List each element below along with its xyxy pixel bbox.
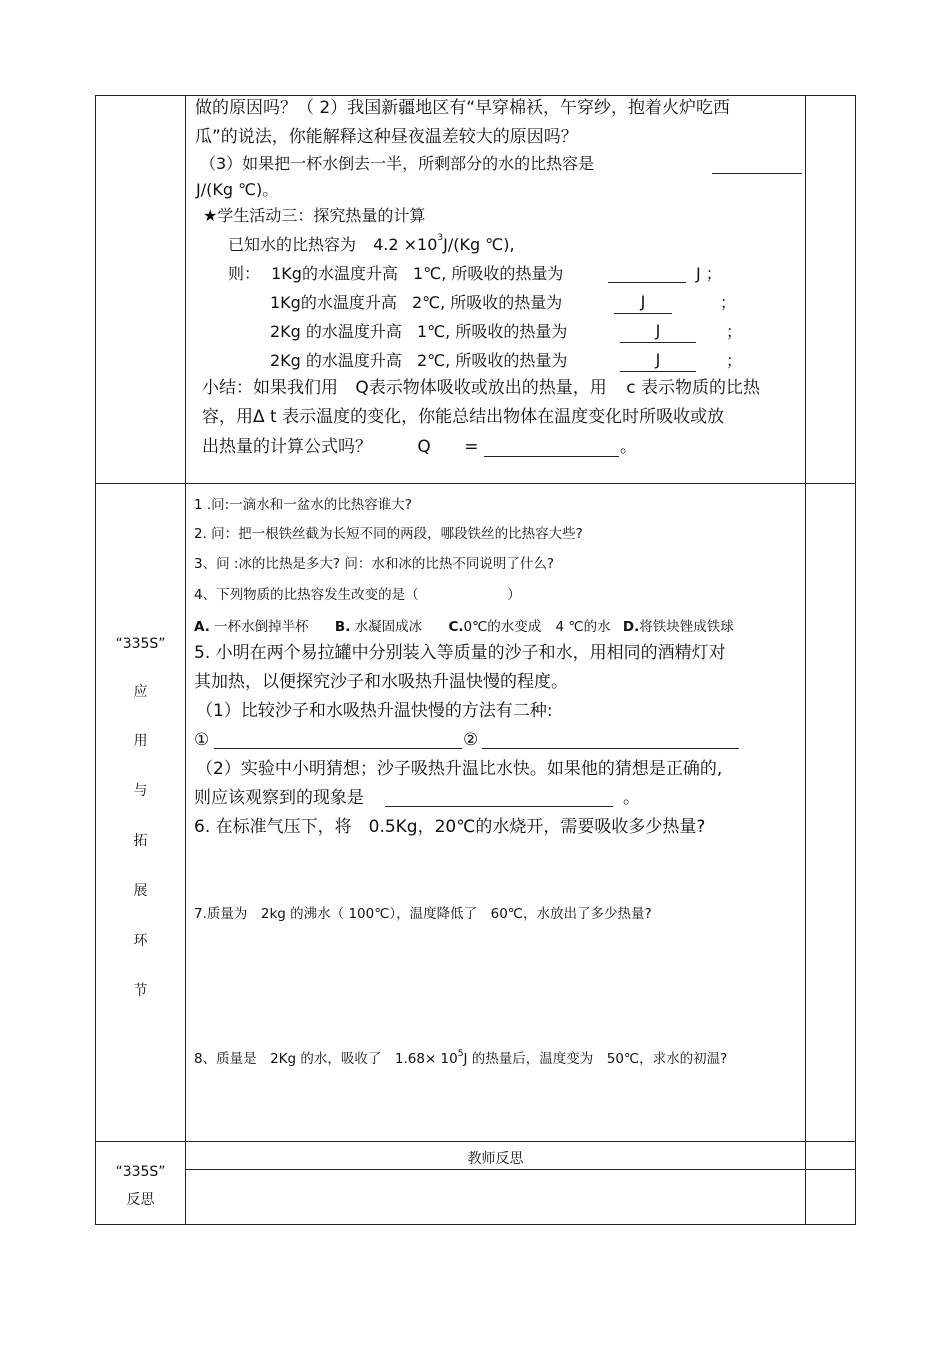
calc3-end: ；	[726, 322, 743, 341]
content-column-divider	[805, 95, 806, 1225]
calc1-text: 1Kg的水温度升高	[271, 264, 398, 283]
given-value: 4.2 ×10	[373, 235, 438, 254]
table-right-border	[855, 95, 856, 1225]
teacher-reflection-header: 教师反思	[467, 1151, 524, 1167]
formula-blank[interactable]	[484, 441, 619, 457]
calc3-unit: J	[655, 321, 661, 340]
q4-optC2: 4 ℃的水	[555, 619, 611, 635]
section2-label-char-5: 展	[133, 883, 148, 899]
table-bottom-border	[95, 1224, 856, 1225]
calc2-temp: 2℃, 所吸收的热量为	[411, 293, 563, 312]
s1-line4: J/(Kg ℃)。	[196, 180, 279, 199]
q4-optD: 将铁块锉成铁球	[639, 619, 734, 635]
summary-line3	[202, 439, 478, 456]
section2-label-top: “335S”	[115, 636, 166, 652]
section3-label-top: “335S”	[115, 1164, 166, 1180]
calc2-blank[interactable]	[614, 294, 672, 314]
q8-exp: 5	[457, 1049, 464, 1059]
calc2-end: ；	[720, 293, 737, 312]
section2-label-char-6: 环	[133, 933, 148, 949]
given-exp: 3	[437, 233, 444, 243]
given-text	[228, 233, 515, 254]
summary3-end: 。	[620, 437, 637, 457]
q4-optC-key: C.	[448, 619, 464, 635]
calc3-temp: 1℃, 所吸收的热量为	[417, 322, 568, 341]
q5-line1: 5. 小明在两个易拉罐中分别装入等质量的沙子和水，用相同的酒精灯对	[194, 643, 726, 663]
q4-text: 4、下列物质的比热容发生改变的是（	[194, 587, 419, 603]
teacher-reflection-area[interactable]	[186, 1170, 805, 1224]
summary1a: 小结：如果我们用	[202, 378, 338, 398]
calc-row-2	[270, 295, 562, 311]
question-6: 6. 在标准气压下，将 0.5Kg，20℃的水烧开，需要吸收多少热量?	[194, 817, 706, 837]
given-pre: 已知水的比热容为	[228, 235, 357, 254]
s1-line1: 做的原因吗？（ 2）我国新疆地区有“早穿棉袄，午穿纱，抱着火炉吃西	[195, 98, 731, 118]
calc3-blank[interactable]	[620, 323, 696, 343]
q4-optA: 一杯水倒掉半杯	[214, 619, 309, 635]
calc2-text: 1Kg的水温度升高	[270, 293, 397, 312]
q5-line2: 其加热，以便探究沙子和水吸热升温快慢的程度。	[194, 672, 568, 692]
calc4-text: 2Kg 的水温度升高	[270, 351, 402, 370]
calc1-unit: J ；	[696, 264, 722, 283]
section2-label-char-2: 用	[133, 733, 148, 749]
q5-circ2: ②	[463, 730, 479, 750]
calc1-blank[interactable]	[608, 267, 686, 283]
calc1-pre: 则：	[228, 264, 261, 283]
q5-circ1: ①	[194, 730, 210, 750]
q5-method2-blank[interactable]	[482, 733, 739, 749]
q5-sub2-end: 。	[623, 788, 640, 808]
summary3a: 出热量的计算公式吗？	[202, 437, 372, 457]
section2-label-char-1: 应	[133, 684, 148, 700]
given-unit: J/(Kg ℃),	[443, 235, 515, 254]
question-3: 3、问 :冰的比热是多大? 问：水和冰的比热不同说明了什么?	[194, 556, 555, 572]
calc3-text: 2Kg 的水温度升高	[270, 322, 402, 341]
row-divider-1	[95, 483, 856, 484]
q4-end: ）	[507, 587, 521, 603]
summary3-eq: =	[464, 437, 479, 457]
summary3-q: Q	[417, 437, 431, 457]
summary-line1	[202, 380, 760, 397]
summary-line2: 容，用Δ t 表示温度的变化，你能总结出物体在温度变化时所吸收或放	[202, 407, 725, 427]
section2-label-char-7: 节	[133, 983, 148, 999]
q5-method1-blank[interactable]	[214, 733, 462, 749]
q5-phenomenon-blank[interactable]	[385, 791, 613, 807]
calc-row-1	[228, 266, 563, 282]
s1-line2: 瓜”的说法，你能解释这种昼夜温差较大的原因吗？	[195, 127, 578, 147]
s1-line3: （3）如果把一杯水倒去一半，所剩部分的水的比热容是	[200, 154, 595, 173]
activity-title: ★学生活动三：探究热量的计算	[203, 206, 426, 225]
calc-row-3	[270, 324, 567, 340]
table-left-border	[95, 95, 96, 1225]
q5-sub1: （1）比较沙子和水吸热升温快慢的方法有二种:	[196, 701, 553, 721]
question-4	[194, 589, 521, 603]
q4-options	[194, 621, 734, 635]
section2-label-char-3: 与	[133, 783, 148, 799]
question-2: 2. 问：把一根铁丝截为长短不同的两段，哪段铁丝的比热容大些?	[194, 526, 583, 542]
calc1-temp: 1℃, 所吸收的热量为	[413, 264, 564, 283]
question-7: 7.质量为 2kg 的沸水（ 100℃），温度降低了 60℃，水放出了多少热量?	[194, 906, 652, 922]
calc2-unit: J	[640, 292, 646, 311]
q4-optB: 水凝固成冰	[354, 619, 423, 635]
table-top-border	[95, 95, 856, 96]
q4-optC: 0℃的水变成	[463, 619, 542, 635]
calc-row-4	[270, 353, 567, 369]
calc4-temp: 2℃, 所吸收的热量为	[417, 351, 568, 370]
q8b: J 的热量后，温度变为 50℃，求水的初温?	[463, 1051, 728, 1067]
q8a: 8、质量是 2Kg 的水，吸收了 1.68× 10	[194, 1051, 458, 1067]
q5-sub2b: 则应该观察到的现象是	[194, 788, 364, 808]
label-column-divider	[185, 95, 186, 1225]
row-divider-2	[95, 1141, 856, 1142]
calc4-end: ；	[726, 351, 743, 370]
summary1c: c 表示物质的比热	[626, 378, 760, 398]
section3-label-bottom: 反思	[126, 1192, 155, 1208]
calc4-unit: J	[655, 350, 661, 369]
q4-optB-key: B.	[334, 619, 351, 635]
question-1: 1 .问:一滴水和一盆水的比热容谁大?	[194, 497, 412, 513]
summary1b: Q表示物体吸收或放出的热量，用	[355, 378, 607, 398]
q4-optA-key: A.	[194, 619, 210, 635]
q5-sub2a: （2）实验中小明猜想；沙子吸热升温比水快。如果他的猜想是正确的,	[196, 759, 723, 779]
s1-blank-specific-heat[interactable]	[712, 158, 802, 174]
section2-label-char-4: 拓	[133, 833, 148, 849]
q4-optD-key: D.	[622, 619, 640, 635]
question-8	[194, 1049, 728, 1067]
calc4-blank[interactable]	[620, 352, 696, 372]
